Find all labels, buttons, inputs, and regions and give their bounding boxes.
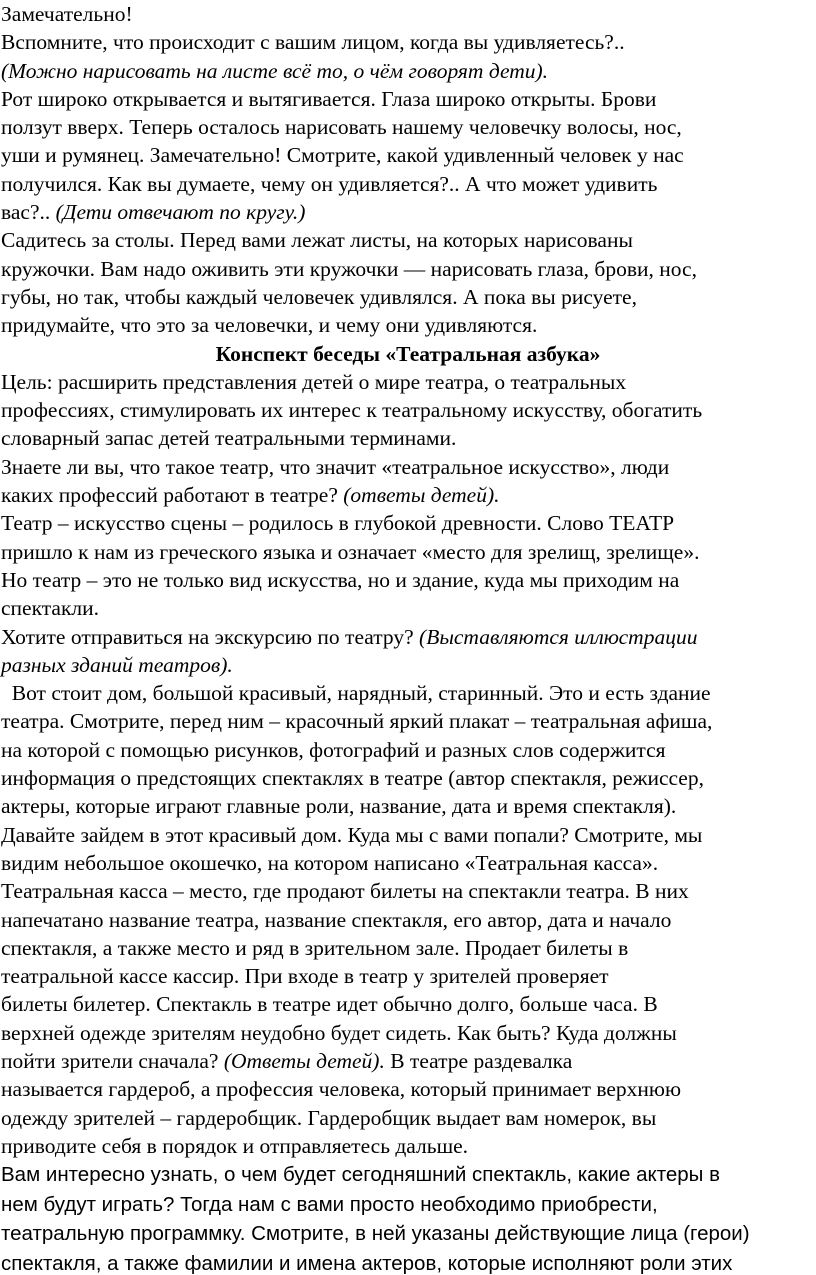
text-run: словарный запас детей театральными терминами. — [1, 426, 457, 451]
text-line — [1, 311, 816, 339]
text-run: напечатано название театра, название спектакля, его автор, дата и начало — [1, 907, 672, 932]
text-line — [1, 962, 816, 990]
text-run: одежду зрителей – гардеробщик. Гардеробщик выдает вам номерок, вы — [1, 1105, 657, 1130]
text-run: Вам интересно узнать, о чем будет сегодняшний спектакль, какие актеры в — [1, 1163, 720, 1187]
text-line — [1, 1249, 816, 1275]
text-line — [1, 736, 816, 764]
text-line — [1, 1104, 816, 1132]
text-run: каких профессий работают в театре? — [1, 483, 344, 508]
text-line — [1, 509, 816, 537]
text-run: Хотите отправиться на экскурсию по театру? — [1, 624, 420, 649]
heading-text: Конспект беседы «Театральная азбука» — [215, 341, 601, 366]
italic-note: (Дети отвечают по кругу.) — [55, 200, 306, 225]
text-line — [0, 340, 816, 368]
italic-note: (Можно нарисовать на листе всё то, о чём говорят дети). — [1, 58, 549, 83]
text-run: Вспомните, что происходит с вашим лицом, когда вы удивляетесь?.. — [1, 30, 625, 55]
text-run: пойти зрители сначала? — [1, 1048, 224, 1073]
text-line — [1, 906, 816, 934]
italic-note: (Ответы детей). — [223, 1048, 385, 1073]
text-run: Замечательно! — [1, 2, 133, 26]
text-line — [1, 538, 816, 566]
paragraph — [0, 453, 816, 510]
text-run: придумайте, что это за человечки, и чему они удивляются. — [1, 313, 538, 338]
text-line — [1, 594, 816, 622]
text-line — [1, 1019, 816, 1047]
text-line — [1, 255, 816, 283]
text-run: губы, но так, чтобы каждый человечек удивлялся. А пока вы рисуете, — [1, 284, 637, 309]
text-run: на которой с помощью рисунков, фотографий и разных слов содержится — [1, 737, 666, 762]
text-line — [1, 1219, 816, 1249]
text-run: профессиях, стимулировать их интерес к театральному искусству, обогатить — [1, 398, 703, 423]
text-run: Давайте зайдем в этот красивый дом. Куда мы с вами попали? Смотрите, мы — [1, 822, 703, 847]
text-line — [1, 792, 816, 820]
text-run: пришло к нам из греческого языка и означает «место для зрелищ, зрелище». — [1, 539, 700, 564]
text-line — [1, 623, 816, 651]
text-line — [1, 283, 816, 311]
text-line — [1, 481, 816, 509]
text-run: Но театр – это не только вид искусства, но и здание, куда мы приходим на — [1, 567, 680, 592]
text-run: В театре раздевалка — [384, 1048, 573, 1073]
text-run: Садитесь за столы. Перед вами лежат листы, на которых нарисованы — [1, 228, 633, 253]
text-line — [1, 877, 816, 905]
text-run: актеры, которые играют главные роли, название, дата и время спектакля). — [1, 794, 677, 819]
text-line — [1, 226, 816, 254]
text-run: Вот стоит дом, большой красивый, нарядный, старинный. Это и есть здание — [1, 681, 711, 706]
text-line — [1, 198, 816, 226]
italic-note: (ответы детей). — [343, 483, 500, 508]
paragraph — [0, 85, 816, 226]
text-run: информация о предстоящих спектаклях в театре (автор спектакля, режиссер, — [1, 766, 704, 791]
text-run: приводите себя в порядок и отправляетесь дальше. — [1, 1133, 469, 1158]
text-run: кружочки. Вам надо оживить эти кружочки — нарисовать глаза, брови, нос, — [1, 256, 697, 281]
text-run: спектакля, а также место и ряд в зрительном зале. Продает билеты в — [1, 935, 629, 960]
text-line — [1, 170, 816, 198]
text-line — [1, 821, 816, 849]
text-run: спектакля, а также фамилии и имена актеров, которые исполняют роли этих — [1, 1251, 733, 1275]
text-line — [1, 1190, 816, 1220]
text-run: Рот широко открывается и вытягивается. Глаза широко открыты. Брови — [1, 86, 657, 111]
paragraph — [0, 28, 816, 85]
text-run: нем будут играть? Тогда нам с вами просто необходимо приобрести, — [1, 1192, 658, 1216]
text-line — [1, 85, 816, 113]
text-run: ползут вверх. Теперь осталось нарисовать нашему человечку волосы, нос, — [1, 115, 682, 140]
text-line — [1, 1075, 816, 1103]
text-line — [1, 679, 816, 707]
paragraph — [0, 679, 816, 1160]
text-run: спектакли. — [1, 596, 100, 621]
paragraph — [0, 1160, 816, 1275]
text-run: билеты билетер. Спектакль в театре идет обычно долго, больше часа. В — [1, 992, 658, 1017]
text-line — [1, 453, 816, 481]
paragraph — [0, 0, 816, 28]
text-run: театра. Смотрите, перед ним – красочный яркий плакат – театральная афиша, — [1, 709, 713, 734]
text-run: верхней одежде зрителям неудобно будет сидеть. Как быть? Куда должны — [1, 1020, 677, 1045]
text-run: Театр – искусство сцены – родилось в глубокой древности. Слово ТЕАТР — [1, 511, 675, 536]
text-line — [1, 849, 816, 877]
text-line — [1, 1047, 816, 1075]
text-run: Цель: расширить представления детей о мире театра, о театральных — [1, 369, 627, 394]
text-line — [1, 990, 816, 1018]
paragraph — [0, 368, 816, 453]
text-line — [1, 141, 816, 169]
section-heading — [0, 340, 816, 368]
text-line — [1, 707, 816, 735]
text-line — [1, 396, 816, 424]
italic-note: (Выставляются иллюстрации — [419, 624, 698, 649]
paragraph — [0, 509, 816, 622]
italic-note: разных зданий театров). — [1, 652, 233, 677]
text-line — [1, 28, 816, 56]
text-run: Знаете ли вы, что такое театр, что значит «театральное искусство», люди — [1, 454, 670, 479]
text-run: видим небольшое окошечко, на котором написано «Театральная касса». — [1, 850, 659, 875]
text-line — [1, 368, 816, 396]
text-run: уши и румянец. Замечательно! Смотрите, какой удивленный человек у нас — [1, 143, 684, 168]
text-line — [1, 566, 816, 594]
text-line — [1, 113, 816, 141]
text-line — [1, 0, 816, 28]
text-run: Театральная касса – место, где продают билеты на спектакли театра. В них — [1, 879, 689, 904]
text-line — [1, 934, 816, 962]
paragraph — [0, 623, 816, 680]
text-line — [1, 1160, 816, 1190]
text-line — [1, 764, 816, 792]
paragraph — [0, 226, 816, 339]
text-line — [1, 1132, 816, 1160]
text-line — [1, 57, 816, 85]
text-line — [1, 651, 816, 679]
text-run: называется гардероб, а профессия человека, который принимает верхнюю — [1, 1077, 682, 1102]
text-run: театральную программку. Смотрите, в ней указаны действующие лица (герои) — [1, 1222, 750, 1246]
text-run: театральной кассе кассир. При входе в театр у зрителей проверяет — [1, 964, 609, 989]
text-run: вас?.. — [1, 200, 56, 225]
text-run: получился. Как вы думаете, чему он удивляется?.. А что может удивить — [1, 171, 658, 196]
text-line — [1, 424, 816, 452]
